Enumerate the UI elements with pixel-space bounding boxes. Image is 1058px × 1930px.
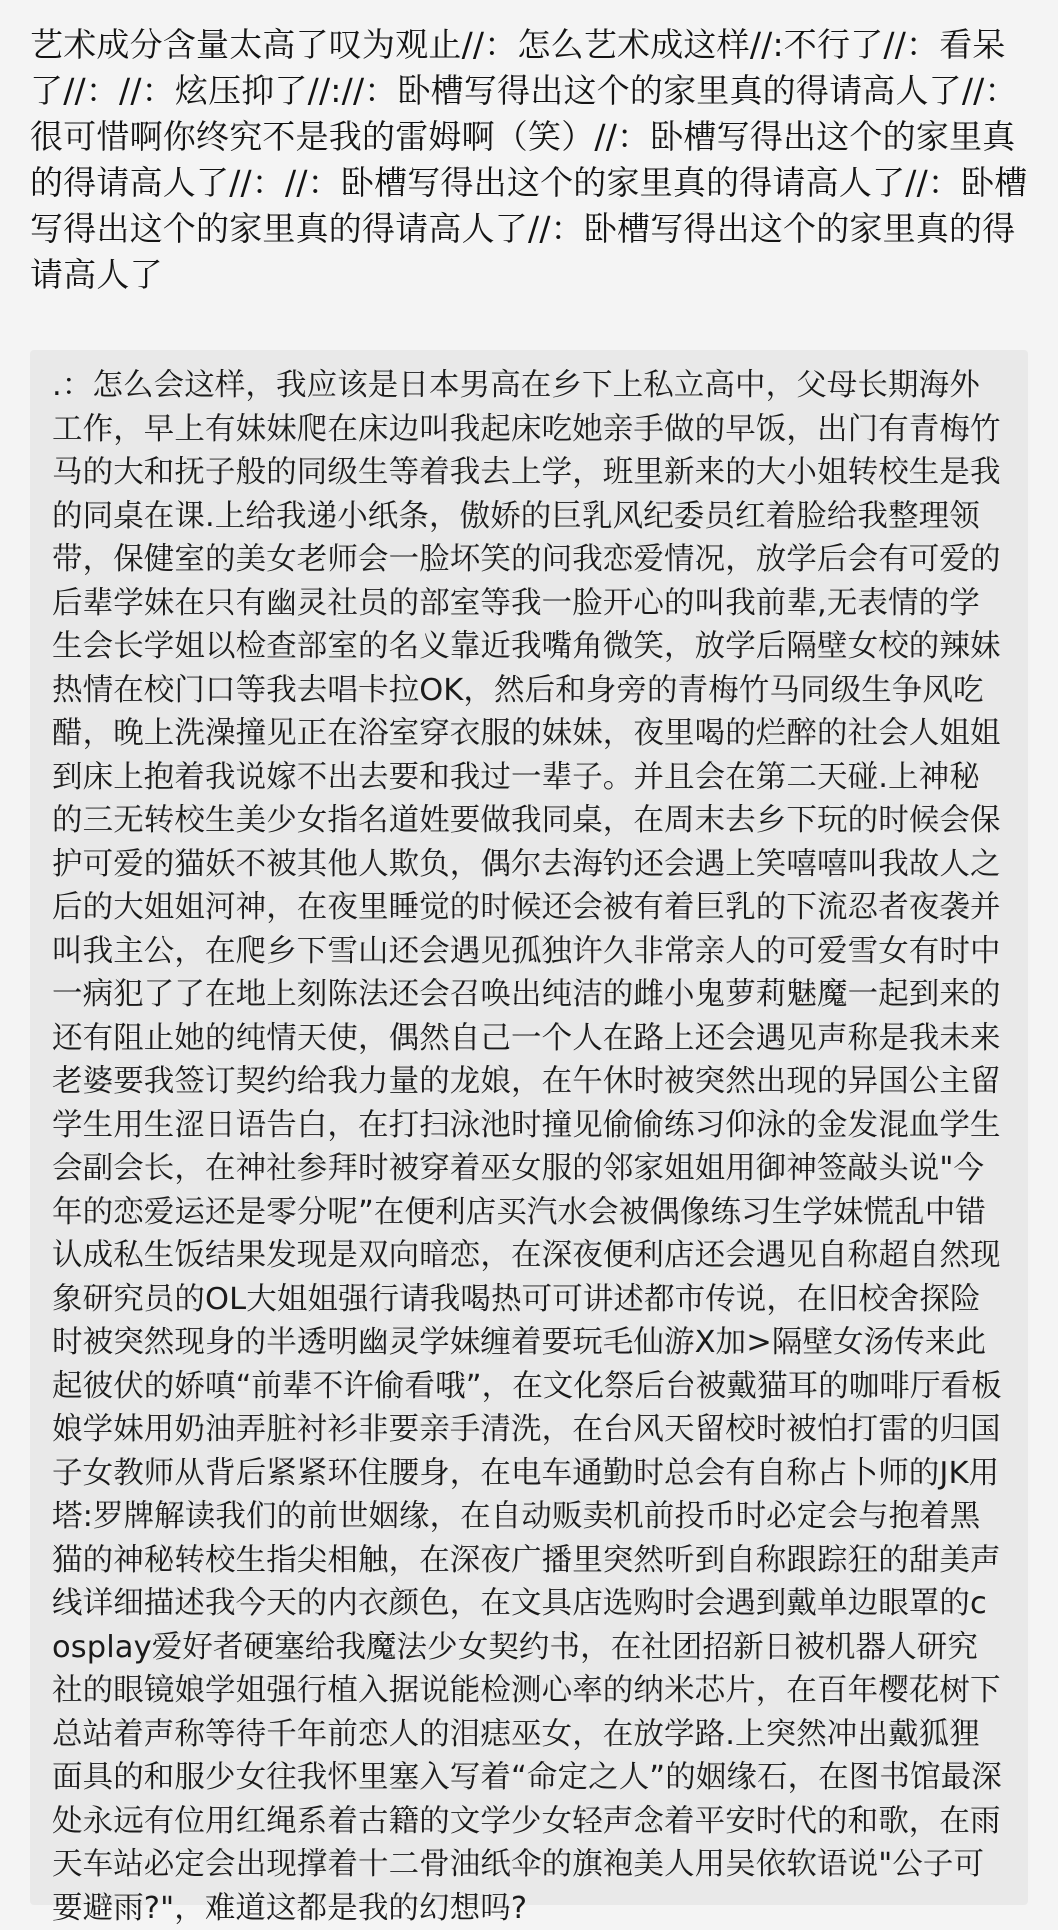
quoted-post-text: .：怎么会这样，我应该是日本男高在乡下上私立高中，父母长期海外工作，早上有妹妹爬在床边叫我起床吃她亲手做的早饭，出门有青梅竹马的大和抚子般的同级生等着我去上学，班里新来的大小姐转校生是我的同桌在课.上给我递小纸条，傲娇的巨乳风纪委员红着脸给我整理领带，保健室的美女老师会一脸坏笑的问我恋爱情况，放学后会有可爱的后辈学妹在只有幽灵社员的部室等我一脸开心的叫我前辈,无表情的学生会长学姐以检查部室的名义靠近我嘴角微笑，放学后隔壁女校的辣妹热情在校门口等我去唱卡拉OK，然后和身旁的青梅竹马同级生争风吃醋，晚上洗澡撞见正在浴室穿衣服的妹妹，夜里喝的烂醉的社会人姐姐到床上抱着我说嫁不出去要和我过一辈子。并且会在第二天碰.上神秘的三无转校生美少女指名道姓要做我同桌，在周末去乡下玩的时候会保护可爱的猫妖不被其他人欺负，偶尔去海钓还会遇上笑嘻嘻叫我故人之后的大姐姐河神，在夜里睡觉的时候还会被有着巨乳的下流忍者夜袭并叫我主公，在爬乡下雪山还会遇见孤独许久非常亲人的可爱雪女有时中一病犯了了在地上刻陈法还会召唤出纯洁的雌小鬼萝莉魅魔一起到来的还有阻止她的纯情天使，偶然自己一个人在路上还会遇见声称是我未来老婆要我签订契约给我力量的龙娘，在午休时被突然出现的异国公主留学生用生涩日语告白，在打扫泳池时撞见偷偷练习仰泳的金发混血学生会副会长，在神社参拜时被穿着巫女服的邻家姐姐用御神签敲头说"今年的恋爱运还是零分呢”在便利店买汽水会被偶像练习生学妹慌乱中错认成私生饭结果发现是双向暗恋，在深夜便利店还会遇见自称超自然现象研究员的OL大姐姐强行请我喝热可可讲述都市传说，在旧校舍探险时被突然现身的半透明幽灵学妹缠着要玩毛仙游X加>隔壁女汤传来此起彼伏的娇嗔“前辈不许偷看哦”，在文化祭后台被戴猫耳的咖啡厅看板娘学妹用奶油弄脏衬衫非要亲手清洗，在台风天留校时被怕打雷的归国子女教师从背后紧紧环住腰身，在电车通勤时总会有自称占卜师的JK用塔:罗牌解读我们的前世姻缘，在自动贩卖机前投币时必定会与抱着黑猫的神秘转校生指尖相触，在深夜广播里突然听到自称跟踪狂的甜美声线详细描述我今天的内衣颜色，在文具店选购时会遇到戴单边眼罩的cosplay爱好者硬塞给我魔法少女契约书，在社团招新日被机器人研究社的眼镜娘学姐强行植入据说能检测心率的纳米芯片，在百年樱花树下总站着声称等待千年前恋人的泪痣巫女，在放学路.上突然冲出戴狐狸面具的和服少女往我怀里塞入写着“命定之人”的姻缘石，在图书馆最深处永远有位用红绳系着古籍的文学少女轻声念着平安时代的和歌，在雨天车站必定会出现撑着十二骨油纸伞的旗袍美人用吴依软语说"公子可要避雨?"，难道这都是我的幻想吗? (52, 368, 1002, 1926)
repost-chain-text: 艺术成分含量太高了叹为观止//：怎么艺术成这样//:不行了//：看呆了//：//：炫压抑了//://：卧槽写得出这个的家里真的得请高人了//：很可惜啊你终究不是我的雷姆啊（笑）//：卧槽写得出这个的家里真的得请高人了//：//：卧槽写得出这个的家里真的得请高人了//：卧槽写得出这个的家里真的得请高人了//：卧槽写得出这个的家里真的得请高人了 (30, 25, 1028, 294)
quoted-post-card[interactable] (30, 350, 1028, 1926)
